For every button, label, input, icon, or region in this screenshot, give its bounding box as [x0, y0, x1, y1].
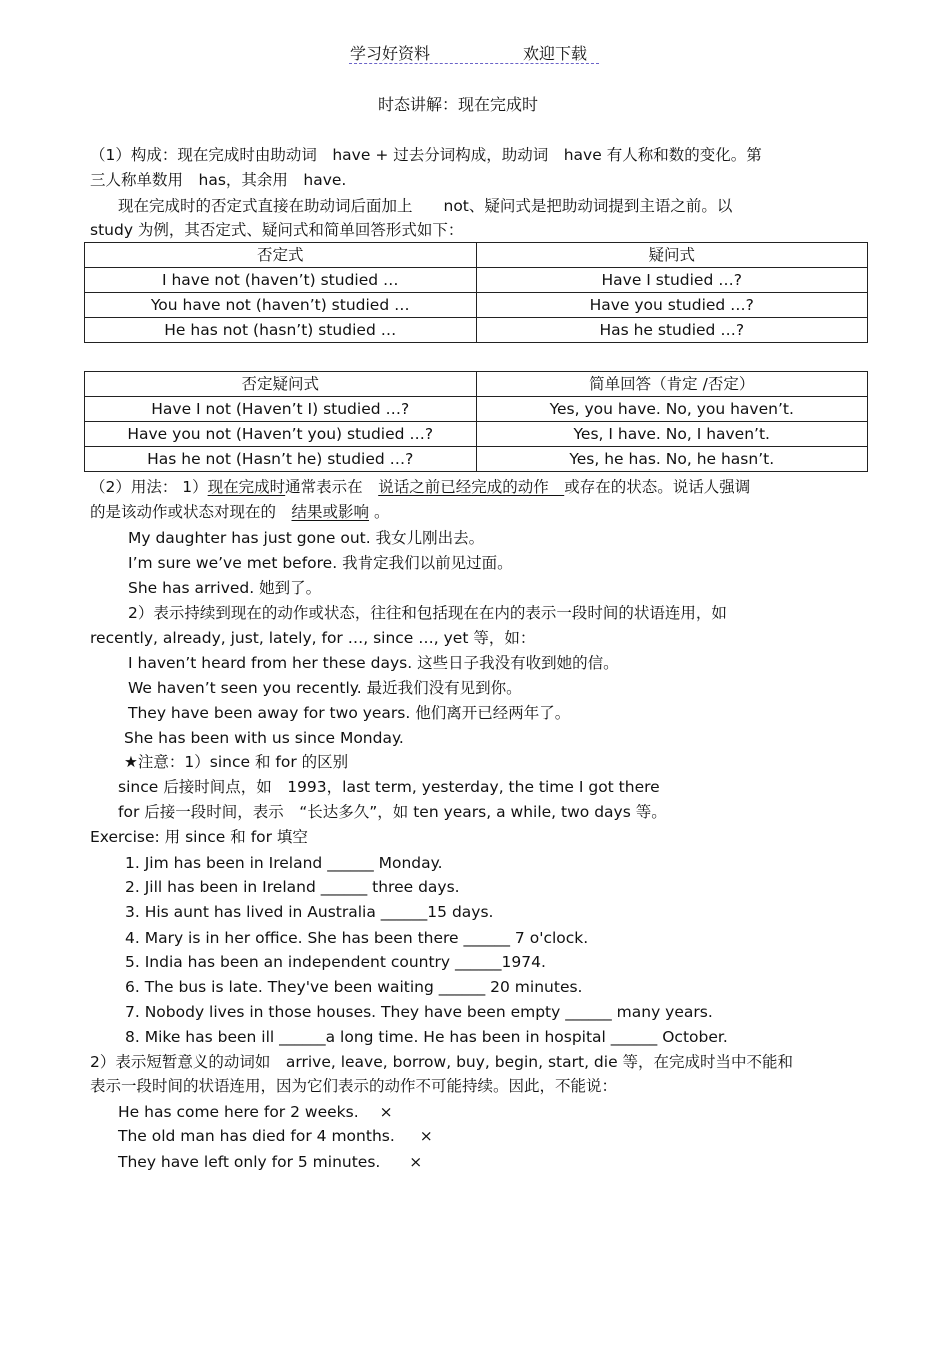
example-sentence: I’m sure we’ve met before. 我肯定我们以前见过面。 [128, 554, 513, 572]
usage2-line2: recently, already, just, lately, for …, since …, yet 等，如： [90, 629, 536, 647]
header-left-text: 学习好资料 [350, 44, 431, 63]
since-usage-line: since 后接时间点，如 1993，last term, yesterday, the time I got there [118, 778, 660, 796]
usage-intro2-b: 。 [369, 503, 390, 521]
table-header-cell: 简单回答（肯定 /否定） [476, 372, 868, 397]
table-cell: You have not (haven’t) studied … [85, 293, 477, 318]
section1-line4: study 为例，其否定式、疑问式和简单回答形式如下： [90, 221, 464, 239]
table-row [85, 422, 868, 447]
header-dashed-divider [349, 63, 599, 64]
table-cell: Have I studied …? [476, 268, 868, 293]
example-sentence: She has arrived. 她到了。 [128, 579, 322, 597]
forms-table-2 [84, 371, 868, 472]
table-header-row [85, 372, 868, 397]
cross-icon: × [419, 1127, 433, 1145]
usage-intro2-a: 的是该动作或状态对现在的 [90, 503, 292, 521]
usage-intro-a: （2）用法： 1） [90, 478, 208, 496]
wrong-example-text: He has come here for 2 weeks. [118, 1103, 359, 1121]
page-title: 时态讲解：现在完成时 [378, 95, 539, 114]
table-cell: Have you studied …? [476, 293, 868, 318]
exercise-item: 2. Jill has been in Ireland ______ three days. [125, 878, 460, 896]
table-row [85, 293, 868, 318]
table-header-cell: 疑问式 [476, 243, 868, 268]
usage-intro-b: 通常表示在 [285, 478, 379, 496]
wrong-example [118, 1153, 422, 1172]
usage-intro-c: 或存在的状态。说话人强调 [564, 478, 751, 496]
usage-intro-line2 [90, 503, 389, 522]
exercise-item: 3. His aunt has lived in Australia ______15 days. [125, 903, 494, 921]
table-row [85, 268, 868, 293]
example-sentence: My daughter has just gone out. 我女儿刚出去。 [128, 529, 485, 547]
table-cell: Yes, he has. No, he hasn’t. [476, 447, 868, 472]
wrong-example-text: They have left only for 5 minutes. [118, 1153, 381, 1171]
exercise-item: 6. The bus is late. They've been waiting ______ 20 minutes. [125, 978, 583, 996]
example-sentence: I haven’t heard from her these days. 这些日子我没有收到她的信。 [128, 654, 619, 672]
exercise-item: 8. Mike has been ill ______a long time. He has been in hospital ______ October. [125, 1028, 728, 1046]
exercise-title: Exercise: 用 since 和 for 填空 [90, 828, 308, 846]
usage-underline-3: 结果或影响 [291, 503, 370, 521]
section1-line2: 三人称单数用 has，其余用 have. [90, 171, 347, 189]
example-sentence: We haven’t seen you recently. 最近我们没有见到你。 [128, 679, 522, 697]
table-cell: I have not (haven’t) studied … [85, 268, 477, 293]
usage-underline-2: 说话之前已经完成的动作 [378, 478, 565, 496]
exercise-item: 4. Mary is in her office. She has been there ______ 7 o'clock. [125, 929, 589, 947]
section1-line1: （1）构成：现在完成时由助动词 have + 过去分词构成，助动词 have 有人称和数的变化。第 [90, 146, 762, 164]
note-heading: ★注意：1）since 和 for 的区别 [124, 753, 349, 771]
table-header-cell: 否定疑问式 [85, 372, 477, 397]
table-row [85, 318, 868, 343]
section3-line1: 2）表示短暂意义的动词如 arrive, leave, borrow, buy, begin, start, die 等，在完成时当中不能和 [90, 1053, 794, 1071]
table-cell: Yes, I have. No, I haven’t. [476, 422, 868, 447]
table-cell: Has he not (Hasn’t he) studied …? [85, 447, 477, 472]
table-cell: He has not (hasn’t) studied … [85, 318, 477, 343]
exercise-item: 7. Nobody lives in those houses. They have been empty ______ many years. [125, 1003, 713, 1021]
table-cell: Have I not (Haven’t I) studied …? [85, 397, 477, 422]
header-right-text: 欢迎下载 [523, 44, 588, 63]
table-cell: Yes, you have. No, you haven’t. [476, 397, 868, 422]
for-usage-line: for 后接一段时间，表示 “长达多久”，如 ten years, a while, two days 等。 [118, 803, 667, 821]
table-cell: Has he studied …? [476, 318, 868, 343]
wrong-example-text: The old man has died for 4 months. [118, 1127, 395, 1145]
table-header-row [85, 243, 868, 268]
usage-underline-1: 现在完成时 [207, 478, 286, 496]
table-header-cell: 否定式 [85, 243, 477, 268]
cross-icon: × [379, 1103, 393, 1121]
table-row [85, 397, 868, 422]
usage2-line1: 2）表示持续到现在的动作或状态，往往和包括现在在内的表示一段时间的状语连用，如 [128, 604, 727, 622]
wrong-example [118, 1127, 433, 1146]
wrong-example [118, 1103, 393, 1122]
section3-line2: 表示一段时间的状语连用，因为它们表示的动作不可能持续。因此，不能说： [90, 1077, 618, 1095]
example-sentence: They have been away for two years. 他们离开已经两年了。 [128, 704, 571, 722]
forms-table-1 [84, 242, 868, 343]
exercise-item: 1. Jim has been in Ireland ______ Monday. [125, 854, 443, 872]
section1-line3: 现在完成时的否定式直接在助动词后面加上 not、疑问式是把助动词提到主语之前。以 [118, 197, 733, 215]
example-sentence: She has been with us since Monday. [124, 729, 404, 747]
exercise-item: 5. India has been an independent country ______1974. [125, 953, 546, 971]
table-row [85, 447, 868, 472]
cross-icon: × [409, 1153, 423, 1171]
table-cell: Have you not (Haven’t you) studied …? [85, 422, 477, 447]
usage-intro-line1 [90, 478, 750, 497]
